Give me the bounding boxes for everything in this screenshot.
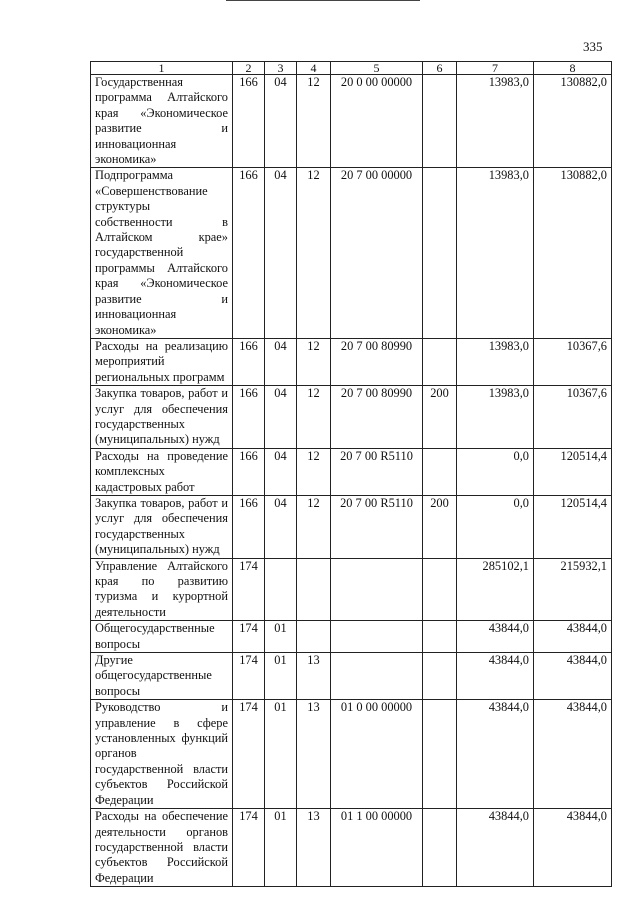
row-target-article-cell: 20 7 00 R5110 (331, 448, 423, 495)
row-subsection-cell: 13 (297, 653, 331, 700)
row-name-cell: Закупка товаров, работ и услуг для обеспечения государственных (муниципальных) нужд (91, 386, 233, 449)
row-code-cell: 174 (233, 809, 265, 887)
row-section-cell: 04 (265, 338, 297, 385)
row-name-cell: Руководство и управление в сфере установленных функций органов государственной власти субъектов Российской Федерации (91, 700, 233, 809)
row-code-cell: 174 (233, 653, 265, 700)
row-amount-cell: 130882,0 (534, 168, 612, 338)
row-expense-type-cell (423, 621, 457, 653)
row-section-cell: 04 (265, 75, 297, 168)
row-subsection-cell: 13 (297, 700, 331, 809)
row-code-cell: 166 (233, 495, 265, 558)
table-row (91, 75, 612, 168)
table-row (91, 386, 612, 449)
row-expense-type-cell: 200 (423, 386, 457, 449)
row-section-cell: 01 (265, 809, 297, 887)
row-expense-type-cell (423, 653, 457, 700)
column-header: 6 (423, 62, 457, 75)
row-name-cell: Расходы на обеспечение деятельности органов государственной власти субъектов Российской Федерации (91, 809, 233, 887)
row-subsection-cell: 12 (297, 495, 331, 558)
row-target-article-cell: 20 7 00 R5110 (331, 495, 423, 558)
row-expense-type-cell (423, 809, 457, 887)
row-amount-cell: 43844,0 (457, 621, 534, 653)
row-amount-cell: 10367,6 (534, 338, 612, 385)
row-name-cell: Общегосударственные вопросы (91, 621, 233, 653)
table-header-row (91, 62, 612, 75)
row-code-cell: 166 (233, 448, 265, 495)
table-row (91, 338, 612, 385)
row-amount-cell: 13983,0 (457, 338, 534, 385)
row-expense-type-cell (423, 168, 457, 338)
row-section-cell: 04 (265, 386, 297, 449)
row-amount-cell: 43844,0 (457, 653, 534, 700)
top-rule (226, 0, 420, 1)
column-header: 3 (265, 62, 297, 75)
row-subsection-cell (297, 621, 331, 653)
row-amount-cell: 130882,0 (534, 75, 612, 168)
row-amount-cell: 120514,4 (534, 448, 612, 495)
row-expense-type-cell (423, 75, 457, 168)
table-body (91, 75, 612, 887)
column-header: 5 (331, 62, 423, 75)
row-amount-cell: 215932,1 (534, 558, 612, 621)
row-subsection-cell: 12 (297, 168, 331, 338)
row-target-article-cell (331, 653, 423, 700)
row-amount-cell: 10367,6 (534, 386, 612, 449)
row-code-cell: 166 (233, 168, 265, 338)
row-subsection-cell: 12 (297, 448, 331, 495)
row-amount-cell: 13983,0 (457, 386, 534, 449)
row-section-cell: 04 (265, 495, 297, 558)
row-expense-type-cell (423, 338, 457, 385)
row-expense-type-cell (423, 558, 457, 621)
row-name-cell: Государственная программа Алтайского края «Экономическое развитие и инновационная экономика» (91, 75, 233, 168)
row-subsection-cell: 12 (297, 338, 331, 385)
row-subsection-cell: 13 (297, 809, 331, 887)
row-amount-cell: 43844,0 (534, 653, 612, 700)
budget-table (90, 61, 612, 887)
table-row (91, 448, 612, 495)
row-name-cell: Закупка товаров, работ и услуг для обеспечения государственных (муниципальных) нужд (91, 495, 233, 558)
row-target-article-cell: 20 7 00 80990 (331, 386, 423, 449)
row-code-cell: 174 (233, 558, 265, 621)
page-number: 335 (583, 39, 603, 54)
row-amount-cell: 0,0 (457, 495, 534, 558)
row-target-article-cell: 01 0 00 00000 (331, 700, 423, 809)
row-target-article-cell: 20 7 00 80990 (331, 338, 423, 385)
row-amount-cell: 0,0 (457, 448, 534, 495)
row-amount-cell: 43844,0 (457, 700, 534, 809)
row-target-article-cell (331, 558, 423, 621)
row-name-cell: Другие общегосударственные вопросы (91, 653, 233, 700)
row-section-cell: 04 (265, 168, 297, 338)
row-code-cell: 166 (233, 338, 265, 385)
row-section-cell: 04 (265, 448, 297, 495)
table-row (91, 558, 612, 621)
row-target-article-cell: 20 7 00 00000 (331, 168, 423, 338)
table-row (91, 168, 612, 338)
row-target-article-cell: 20 0 00 00000 (331, 75, 423, 168)
row-section-cell: 01 (265, 700, 297, 809)
row-name-cell: Расходы на проведение комплексных кадастровых работ (91, 448, 233, 495)
row-name-cell: Управление Алтайского края по развитию туризма и курортной деятельности (91, 558, 233, 621)
column-header: 8 (534, 62, 612, 75)
row-target-article-cell (331, 621, 423, 653)
row-subsection-cell: 12 (297, 75, 331, 168)
table-row (91, 621, 612, 653)
row-amount-cell: 13983,0 (457, 168, 534, 338)
row-target-article-cell: 01 1 00 00000 (331, 809, 423, 887)
row-amount-cell: 43844,0 (534, 621, 612, 653)
row-subsection-cell: 12 (297, 386, 331, 449)
row-amount-cell: 43844,0 (534, 809, 612, 887)
row-amount-cell: 120514,4 (534, 495, 612, 558)
row-section-cell (265, 558, 297, 621)
table-row (91, 495, 612, 558)
table-row (91, 809, 612, 887)
row-code-cell: 166 (233, 386, 265, 449)
row-expense-type-cell (423, 448, 457, 495)
row-expense-type-cell: 200 (423, 495, 457, 558)
row-name-cell: Подпрограмма «Совершенствование структуры собственности в Алтайском крае» государственной программы Алтайского края «Экономическое развитие и инновационная экономика» (91, 168, 233, 338)
row-expense-type-cell (423, 700, 457, 809)
row-subsection-cell (297, 558, 331, 621)
row-section-cell: 01 (265, 653, 297, 700)
row-section-cell: 01 (265, 621, 297, 653)
column-header: 4 (297, 62, 331, 75)
table-row (91, 653, 612, 700)
column-header: 1 (91, 62, 233, 75)
row-code-cell: 174 (233, 700, 265, 809)
table-row (91, 700, 612, 809)
row-amount-cell: 43844,0 (457, 809, 534, 887)
column-header: 7 (457, 62, 534, 75)
column-header: 2 (233, 62, 265, 75)
row-amount-cell: 285102,1 (457, 558, 534, 621)
row-code-cell: 166 (233, 75, 265, 168)
row-amount-cell: 43844,0 (534, 700, 612, 809)
row-name-cell: Расходы на реализацию мероприятий региональных программ (91, 338, 233, 385)
row-amount-cell: 13983,0 (457, 75, 534, 168)
row-code-cell: 174 (233, 621, 265, 653)
